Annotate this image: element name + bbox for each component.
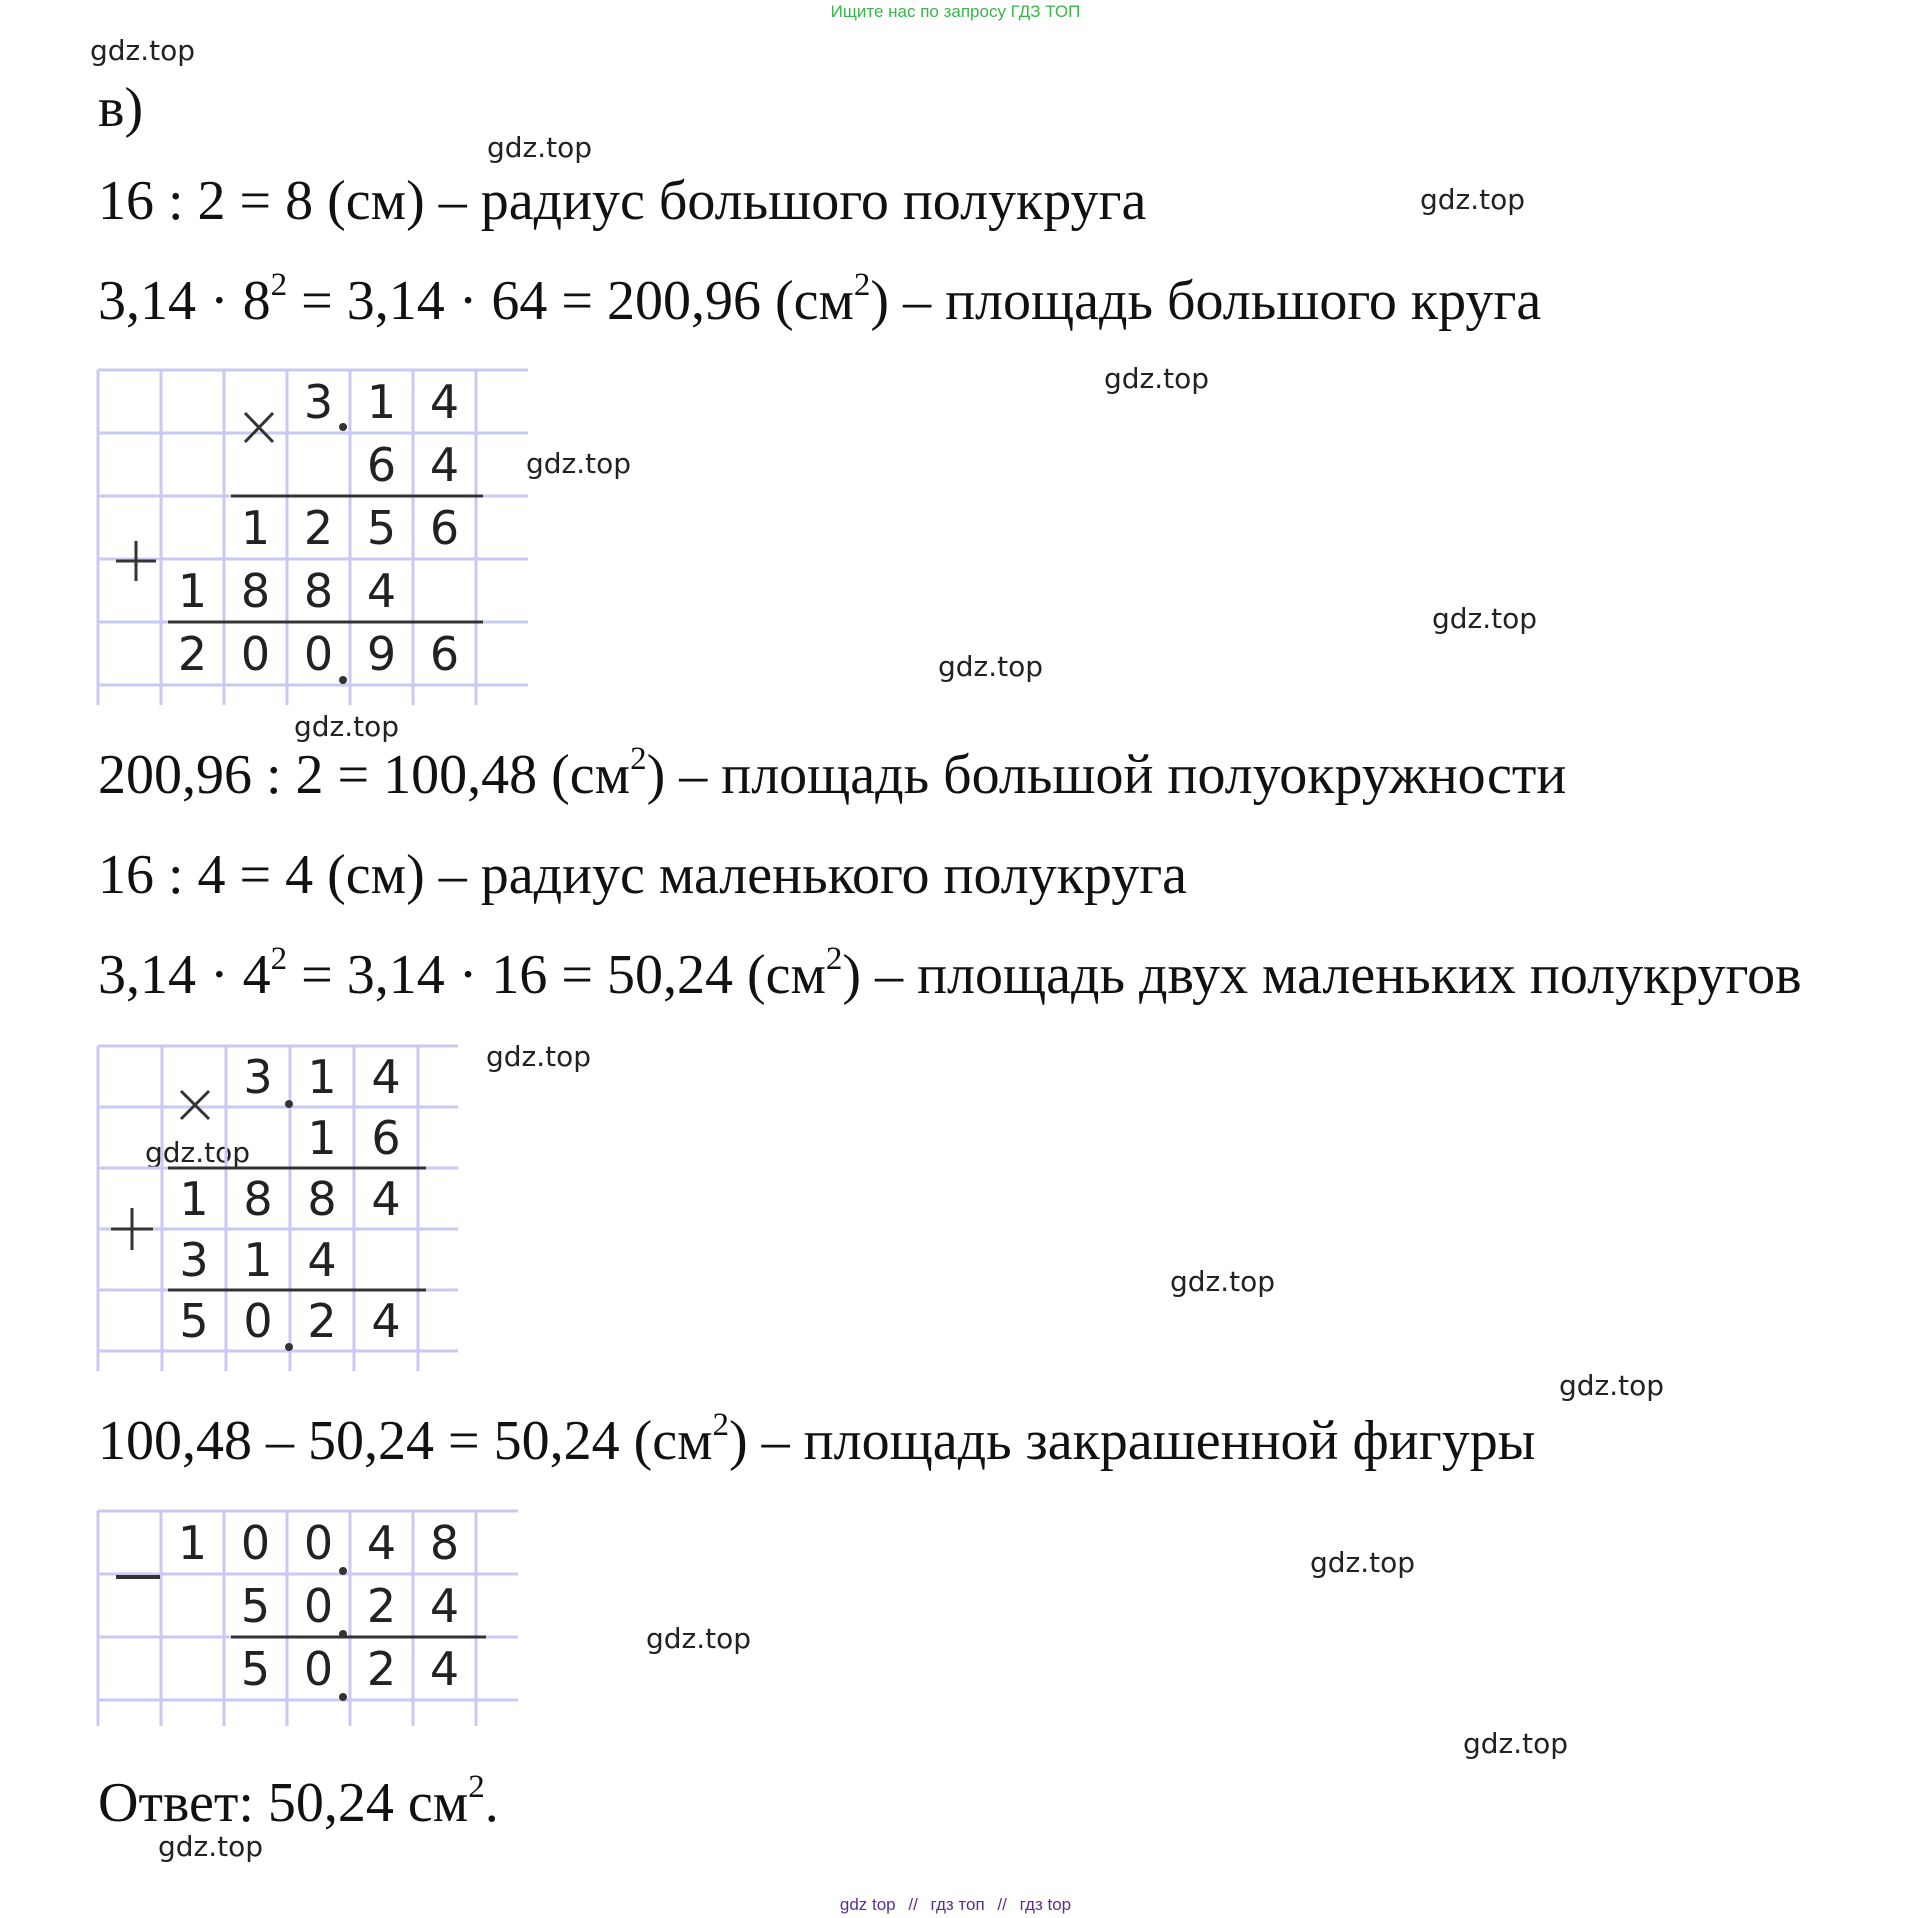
subtraction-grid [98, 1511, 518, 1726]
footer-link[interactable]: гдз top [1019, 1895, 1072, 1914]
decimal-comma [285, 1100, 293, 1108]
top-banner: Ищите нас по запросу ГДЗ ТОП [830, 2, 1081, 21]
grid-1-digits [178, 375, 459, 681]
eq-sup: 2 [825, 941, 843, 977]
eq-text: ) – площадь двух маленьких полукругов [842, 944, 1802, 1006]
grid-digit: 4 [429, 1642, 460, 1696]
eq-text: 200,96 : 2 = 100,48 (см [98, 744, 631, 806]
multiplication-grid-1 [98, 370, 528, 705]
eq-sup: 2 [712, 1407, 730, 1443]
grid-digit: 9 [366, 627, 397, 681]
watermark: gdz.top [486, 1040, 592, 1073]
eq-sup: 2 [468, 1769, 485, 1805]
eq-sup: 2 [630, 741, 647, 777]
watermark: gdz.top [1463, 1727, 1569, 1760]
eq-text: 3,14 · 4 [98, 944, 271, 1006]
grid-digit: 6 [429, 501, 460, 555]
decimal-comma [339, 676, 347, 684]
grid-digit: 6 [371, 1111, 401, 1165]
grid-digit: 0 [303, 627, 334, 681]
grid-digit: 0 [240, 1516, 271, 1570]
eq-text: ) – площадь большого круга [870, 270, 1542, 332]
watermark: gdz.top [526, 447, 632, 480]
grid-digit: 4 [429, 1579, 460, 1633]
grid-digit: 4 [366, 1516, 397, 1570]
watermark: gdz.top [646, 1622, 752, 1655]
watermark: gdz.top [1432, 602, 1538, 635]
grid-digit: 0 [240, 627, 271, 681]
eq-text: Ответ: 50,24 см [98, 1772, 469, 1834]
eq-text: . [484, 1772, 499, 1834]
eq-text: 100,48 – 50,24 = 50,24 (см [98, 1410, 713, 1472]
grid-digit: 8 [429, 1516, 460, 1570]
grid-digit: 4 [371, 1050, 401, 1104]
grid-digit: 1 [177, 564, 208, 618]
grid-digit: 2 [307, 1294, 337, 1348]
grid-digit: 0 [303, 1579, 334, 1633]
grid-digit: 3 [179, 1233, 209, 1287]
grid-digit: 5 [240, 1579, 271, 1633]
grid-digit: 4 [366, 564, 397, 618]
grid-digit: 0 [303, 1516, 334, 1570]
watermark: gdz.top [145, 1136, 251, 1169]
watermark: gdz.top [158, 1830, 264, 1863]
equation-area-small [98, 941, 1802, 1006]
equation-radius-large: 16 : 2 = 8 (см) – радиус большого полукруга [98, 170, 1147, 232]
grid-digit: 8 [307, 1172, 337, 1226]
eq-text: = 3,14 · 16 = 50,24 (см [287, 944, 826, 1006]
grid-digit: 0 [303, 1642, 334, 1696]
eq-text: ) – площадь закрашенной фигуры [729, 1410, 1536, 1472]
grid-digit: 6 [366, 438, 397, 492]
grid-digit: 8 [243, 1172, 273, 1226]
grid-digit: 3 [243, 1050, 273, 1104]
grid-digit: 4 [429, 438, 460, 492]
grid-digit: 2 [177, 627, 208, 681]
watermark: gdz.top [294, 710, 400, 743]
grid-digit: 4 [429, 375, 460, 429]
grid-digit: 1 [240, 501, 271, 555]
equation-shaded-area [98, 1407, 1536, 1472]
grid-digit: 2 [366, 1642, 397, 1696]
grid-digit: 5 [366, 501, 397, 555]
watermark: gdz.top [1170, 1265, 1276, 1298]
grid-digit: 3 [303, 375, 334, 429]
grid-3-digits [178, 1516, 459, 1696]
footer-separator: // [997, 1895, 1007, 1914]
eq-sup: 2 [270, 941, 288, 977]
footer-link[interactable]: гдз топ [930, 1895, 985, 1914]
grid-svg-3 [98, 1511, 518, 1726]
equation-half-area-large [98, 741, 1567, 806]
grid-digit: 8 [303, 564, 334, 618]
grid-digit: 4 [307, 1233, 337, 1287]
grid-digit: 5 [240, 1642, 271, 1696]
grid-digit: 1 [307, 1050, 337, 1104]
grid-digit: 1 [177, 1516, 208, 1570]
footer-separator: // [908, 1895, 918, 1914]
eq-sup: 2 [853, 267, 871, 303]
grid-digit: 4 [371, 1294, 401, 1348]
watermark: gdz.top [1559, 1369, 1665, 1402]
grid-svg-2 [98, 1046, 458, 1371]
grid-digit: 6 [429, 627, 460, 681]
watermark: gdz.top [938, 650, 1044, 683]
multiplication-grid-2 [98, 1046, 458, 1371]
grid-digit: 8 [240, 564, 271, 618]
footer-link[interactable]: gdz top [839, 1895, 896, 1914]
equation-radius-small: 16 : 4 = 4 (см) – радиус маленького полукруга [98, 844, 1188, 906]
footer [0, 1895, 1911, 1915]
eq-sup: 2 [270, 267, 288, 303]
watermark: gdz.top [487, 131, 593, 164]
eq-text: 3,14 · 8 [98, 270, 271, 332]
grid-digit: 5 [179, 1294, 209, 1348]
decimal-comma [339, 1693, 347, 1701]
grid-digit: 2 [366, 1579, 397, 1633]
grid-digit: 2 [303, 501, 334, 555]
eq-text: = 3,14 · 64 = 200,96 (см [287, 270, 854, 332]
decimal-comma [285, 1343, 293, 1351]
watermark: gdz.top [1420, 183, 1526, 216]
grid-digit: 1 [307, 1111, 337, 1165]
eq-text: ) – площадь большой полуокружности [646, 744, 1567, 806]
watermark: gdz.top [90, 34, 196, 67]
grid-digit: 1 [179, 1172, 209, 1226]
grid-digit: 0 [243, 1294, 273, 1348]
grid-digit: 1 [366, 375, 397, 429]
watermark: gdz.top [1310, 1546, 1416, 1579]
answer [98, 1769, 499, 1834]
grid-svg-1 [98, 370, 528, 705]
decimal-comma [339, 1630, 347, 1638]
grid-digit: 4 [371, 1172, 401, 1226]
decimal-comma [339, 423, 347, 431]
part-label: в) [98, 77, 144, 139]
equation-area-large-circle [98, 267, 1542, 332]
grid-digit: 1 [243, 1233, 273, 1287]
decimal-comma [339, 1567, 347, 1575]
watermark: gdz.top [1104, 362, 1210, 395]
